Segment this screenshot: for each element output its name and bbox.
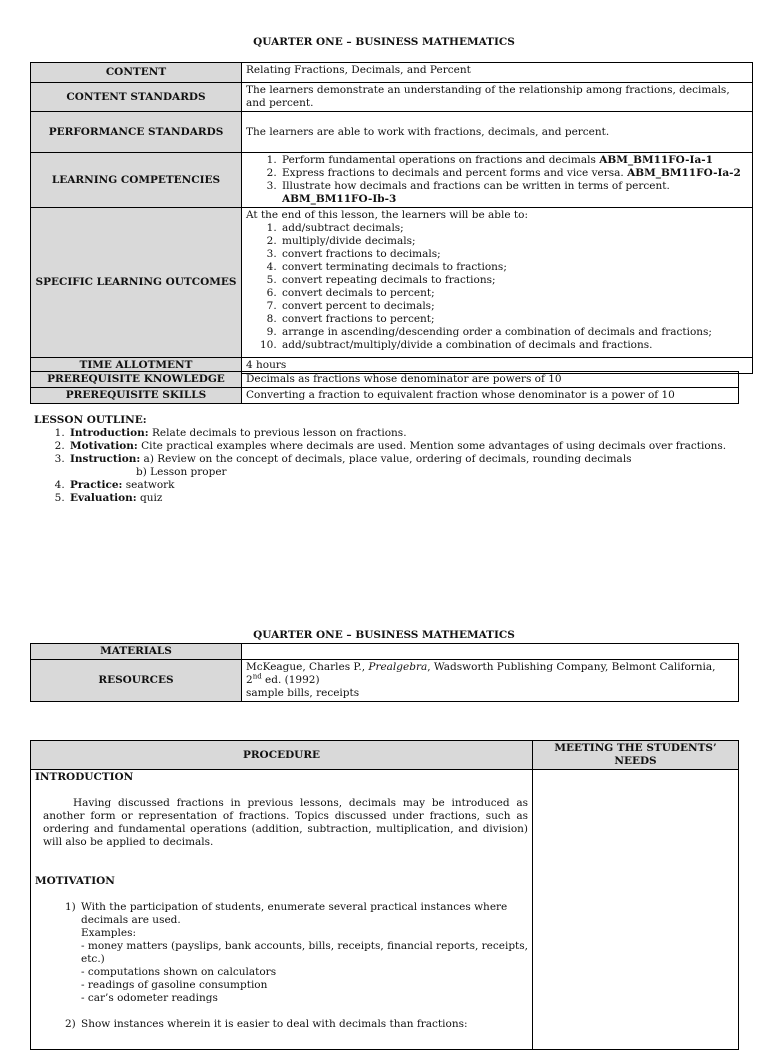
resources-extra: sample bills, receipts <box>246 687 360 699</box>
content-standards-label: CONTENT STANDARDS <box>31 83 242 112</box>
time-allotment-label: TIME ALLOTMENT <box>31 358 242 374</box>
example-item: - money matters (payslips, bank accounts, bills, receipts, financial reports, receipts, etc.) <box>81 940 528 966</box>
introduction-heading: INTRODUCTION <box>35 771 134 783</box>
learning-competencies-label: LEARNING COMPETENCIES <box>31 153 242 208</box>
students-needs-cell <box>533 770 739 1050</box>
procedure-table <box>30 740 739 1050</box>
outline-item: 1. Introduction: Relate decimals to previous lesson on fractions. <box>68 427 734 440</box>
competency-item: 1. Perform fundamental operations on fractions and decimals ABM_BM11FO-Ia-1 <box>280 154 748 167</box>
introduction-text: Having discussed fractions in previous lessons, decimals may be introduced as another form or representation of fractions. Topics discussed under fractions, such as ordering and fundamental operations (addition, subtraction, multiplication, and division) will also be applied to decimals. <box>43 797 528 848</box>
outline-instruction-sub: b) Lesson proper <box>136 466 227 478</box>
lesson-outline <box>34 414 734 505</box>
book-title: Prealgebra <box>368 661 428 673</box>
outcomes-cell <box>242 208 753 358</box>
content-standards-value: The learners demonstrate an understanding of the relationship among fractions, decimals, and percent. <box>242 83 753 112</box>
outcomes-intro: At the end of this lesson, the learners will be able to: <box>246 209 528 221</box>
performance-standards-value: The learners are able to work with fractions, decimals, and percent. <box>242 112 753 153</box>
example-item: - car’s odometer readings <box>81 992 528 1005</box>
outcome-item: 7. convert percent to decimals; <box>280 300 748 313</box>
competency-item: 3. Illustrate how decimals and fractions can be written in terms of percent. ABM_BM11FO-Ib-3 <box>280 180 748 206</box>
motivation-item-2: 2) Show instances wherein it is easier to deal with decimals than fractions: <box>65 1018 468 1030</box>
outcome-item: 8. convert fractions to percent; <box>280 313 748 326</box>
materials-label: MATERIALS <box>31 644 242 660</box>
performance-standards-label: PERFORMANCE STANDARDS <box>31 112 242 153</box>
resources-value: McKeague, Charles P., Prealgebra, Wadsworth Publishing Company, Belmont California, 2nd ed. (1992) sample bills, receipts <box>242 660 739 702</box>
procedure-header: PROCEDURE <box>31 741 533 770</box>
outline-item: 3. Instruction: a) Review on the concept of decimals, place value, ordering of decimals, rounding decimals b) Lesson proper <box>68 453 734 479</box>
materials-value <box>242 644 739 660</box>
competency-code: ABM_BM11FO-Ia-1 <box>599 154 713 166</box>
outline-item: 2. Motivation: Cite practical examples where decimals are used. Mention some advantages of using decimals over fractions. <box>68 440 734 453</box>
page-title-2: QUARTER ONE – BUSINESS MATHEMATICS <box>253 629 515 641</box>
lesson-outline-heading: LESSON OUTLINE: <box>34 414 147 426</box>
prereq-skills-label: PREREQUISITE SKILLS <box>31 388 242 404</box>
procedure-body <box>31 770 533 1050</box>
lesson-info-table <box>30 62 753 374</box>
competency-item: 2. Express fractions to decimals and percent forms and vice versa. ABM_BM11FO-Ia-2 <box>280 167 748 180</box>
outcome-item: 5. convert repeating decimals to fractions; <box>280 274 748 287</box>
outcome-item: 3. convert fractions to decimals; <box>280 248 748 261</box>
content-value: Relating Fractions, Decimals, and Percent <box>242 63 753 83</box>
students-needs-header: MEETING THE STUDENTS’ NEEDS <box>533 741 739 770</box>
outline-item: 5. Evaluation: quiz <box>68 492 734 505</box>
time-allotment-value: 4 hours <box>242 358 753 374</box>
competency-code: ABM_BM11FO-Ia-2 <box>627 167 741 179</box>
resources-label: RESOURCES <box>31 660 242 702</box>
outcome-item: 2. multiply/divide decimals; <box>280 235 748 248</box>
outcome-item: 9. arrange in ascending/descending order a combination of decimals and fractions; <box>280 326 748 339</box>
page-title: QUARTER ONE – BUSINESS MATHEMATICS <box>253 36 515 48</box>
outcome-item: 6. convert decimals to percent; <box>280 287 748 300</box>
outline-item: 4. Practice: seatwork <box>68 479 734 492</box>
content-label: CONTENT <box>31 63 242 83</box>
outcomes-label: SPECIFIC LEARNING OUTCOMES <box>31 208 242 358</box>
prereq-knowledge-value: Decimals as fractions whose denominator are powers of 10 <box>242 372 739 388</box>
example-item: - computations shown on calculators <box>81 966 528 979</box>
examples-label: Examples: <box>81 927 137 939</box>
competency-code: ABM_BM11FO-Ib-3 <box>282 193 397 205</box>
motivation-item-1: 1) With the participation of students, enumerate several practical instances where decimals are used. Examples: - money matters (payslips, bank accounts, bills, receipts, financial reports, receipts, etc.) - computations shown on calculators - readings of gasoline consumption - car’s odometer readings <box>35 901 528 1005</box>
outcome-item: 4. convert terminating decimals to fractions; <box>280 261 748 274</box>
materials-table <box>30 643 739 702</box>
prereq-knowledge-label: PREREQUISITE KNOWLEDGE <box>31 372 242 388</box>
example-item: - readings of gasoline consumption <box>81 979 528 992</box>
outcome-item: 10. add/subtract/multiply/divide a combination of decimals and fractions. <box>280 339 748 352</box>
outcome-item: 1. add/subtract decimals; <box>280 222 748 235</box>
learning-competencies-list <box>242 153 753 208</box>
motivation-heading: MOTIVATION <box>35 875 115 887</box>
prerequisite-table <box>30 371 739 404</box>
prereq-skills-value: Converting a fraction to equivalent fraction whose denominator is a power of 10 <box>242 388 739 404</box>
